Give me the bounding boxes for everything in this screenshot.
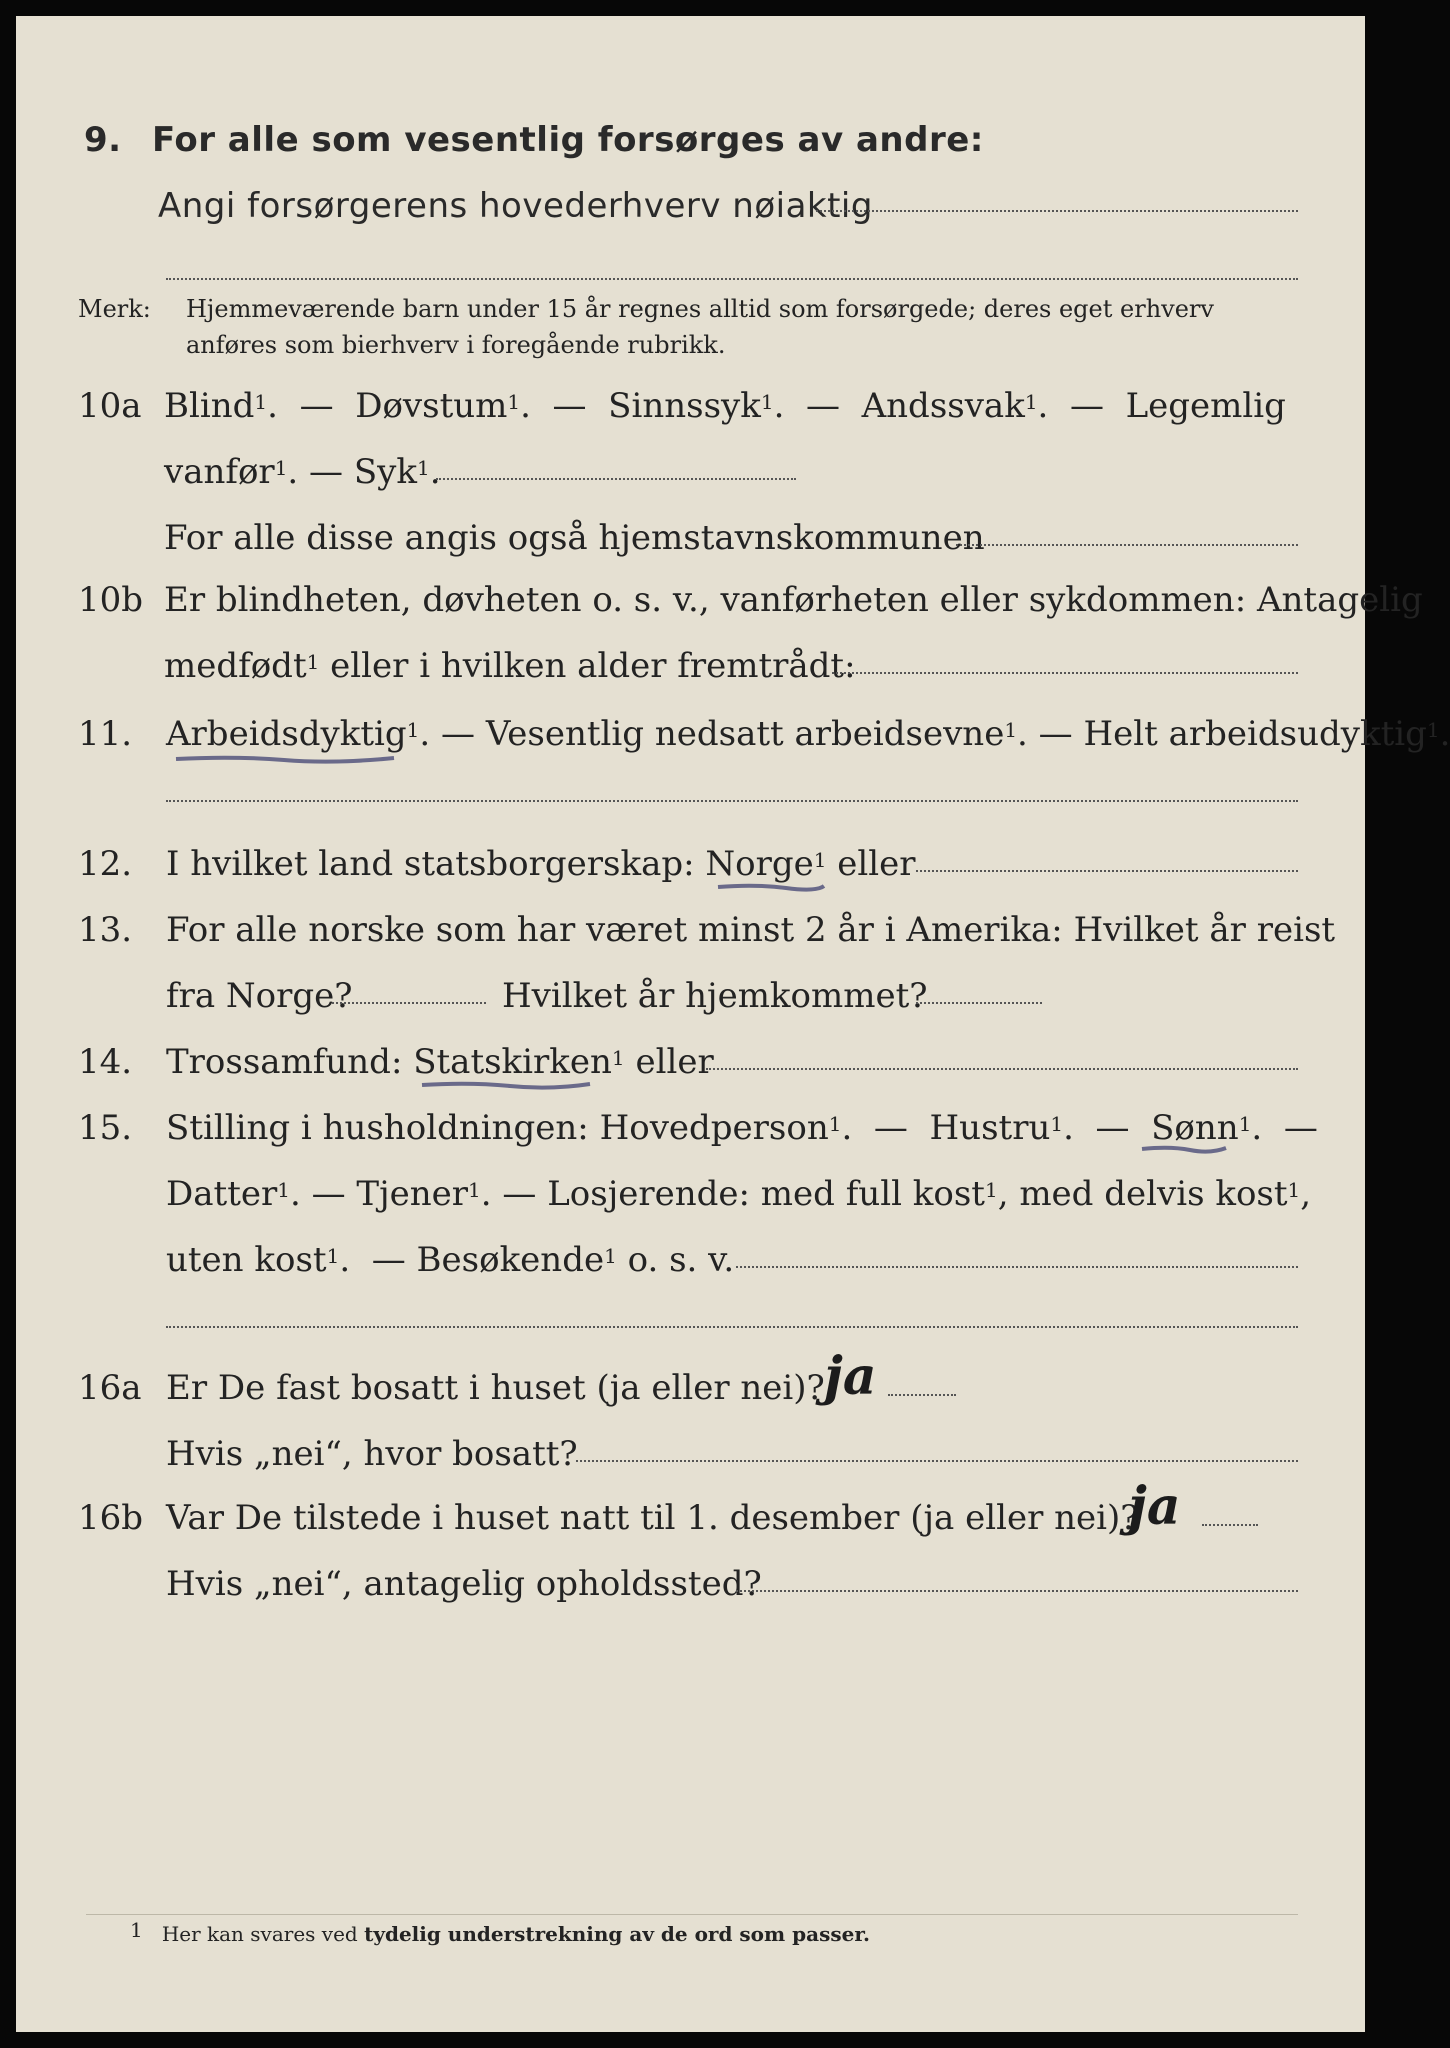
footnote: $^1$ Her kan svares ved tydelig understrekning av de ord som passer.	[130, 1918, 870, 1946]
q10a-option-vanfor[interactable]: vanfør	[164, 452, 275, 492]
q10a-option-blind[interactable]: Blind	[164, 386, 255, 426]
q15-line-3: uten kost$^1$. — Besøkende$^1$ o. s. v.	[166, 1240, 735, 1280]
q14-number: 14.	[78, 1042, 133, 1082]
q11-number: 11.	[78, 714, 133, 754]
q16a-number: 16a	[78, 1368, 142, 1408]
q16b-handwritten-answer[interactable]: ja	[1128, 1476, 1181, 1537]
q9-answer-line[interactable]	[816, 210, 1298, 212]
q11-handwritten-underline	[174, 754, 396, 764]
q13-label-a: fra Norge?	[166, 976, 353, 1016]
q14-option-statskirken[interactable]: Statskirken	[413, 1042, 612, 1082]
q10a-option-andssvak[interactable]: Andssvak	[861, 386, 1025, 426]
q15-line-1: Stilling i husholdningen: Hovedperson$^1$. — Hustru$^1$. — Sønn$^1$. —	[166, 1108, 1318, 1148]
q15-option-delvis-kost[interactable]: med delvis kost	[1019, 1174, 1288, 1214]
q9-answer-line-2[interactable]	[166, 278, 1298, 280]
q16b-followup-line[interactable]	[736, 1590, 1298, 1592]
q10b-number: 10b	[78, 580, 144, 620]
q11-option-nedsatt[interactable]: Vesentlig nedsatt arbeidsevne	[485, 714, 1005, 754]
q10a-answer-line[interactable]	[436, 478, 796, 480]
q15-option-datter[interactable]: Datter	[166, 1174, 278, 1214]
q16b-followup: Hvis „nei“, antagelig opholdssted?	[166, 1564, 762, 1604]
q10a-followup: For alle disse angis også hjemstavnskommunen	[164, 518, 985, 558]
q12-text: I hvilket land statsborgerskap: Norge$^1$ eller	[166, 844, 916, 884]
q15-option-full-kost[interactable]: med full kost	[760, 1174, 985, 1214]
q12-number: 12.	[78, 844, 133, 884]
q10a-option-legemlig[interactable]: Legemlig	[1125, 386, 1286, 426]
q10b-answer-line[interactable]	[832, 672, 1298, 674]
q16a-answer-line[interactable]	[888, 1394, 956, 1396]
q13-answer-b-line[interactable]	[916, 1002, 1042, 1004]
q15-option-tjener[interactable]: Tjener	[356, 1174, 469, 1214]
q13-label-b: Hvilket år hjemkommet?	[502, 976, 928, 1016]
census-form-page	[16, 16, 1450, 2032]
q12-answer-line[interactable]	[916, 870, 1298, 872]
q15-number: 15.	[78, 1108, 133, 1148]
q10b-line-1: Er blindheten, døvheten o. s. v., vanførheten eller sykdommen: Antagelig	[164, 580, 1423, 620]
q9-number: 9.	[84, 120, 122, 160]
q10a-option-sinnssyk[interactable]: Sinnssyk	[608, 386, 761, 426]
q11-option-udyktig[interactable]: Helt arbeidsudyktig	[1083, 714, 1427, 754]
q16b-answer-line[interactable]	[1202, 1524, 1258, 1526]
q12-option-norge[interactable]: Norge	[705, 844, 814, 884]
note-line-2: anføres som bierhverv i foregående rubrikk.	[186, 331, 726, 359]
q10b-line-2: medfødt$^1$ eller i hvilken alder fremtrådt:	[164, 646, 856, 686]
q16b-number: 16b	[78, 1498, 144, 1538]
q15-handwritten-underline	[1140, 1144, 1228, 1154]
q10a-line-1: Blind$^1$. — Døvstum$^1$. — Sinnssyk$^1$. — Andssvak$^1$. — Legemlig	[164, 386, 1286, 426]
q16a-handwritten-answer[interactable]: ja	[824, 1346, 877, 1407]
q15-line-2: Datter$^1$. — Tjener$^1$. — Losjerende: med full kost$^1$, med delvis kost$^1$,	[166, 1174, 1312, 1214]
q13-answer-a-line[interactable]	[332, 1002, 486, 1004]
q9-heading: For alle som vesentlig forsørges av andre:	[152, 120, 984, 160]
q10a-option-syk[interactable]: Syk	[353, 452, 417, 492]
footnote-rule	[86, 1914, 1298, 1915]
q15-answer-line-2[interactable]	[166, 1326, 1298, 1328]
q16a-label: Er De fast bosatt i huset (ja eller nei)?	[166, 1368, 825, 1408]
q16a-followup: Hvis „nei“, hvor bosatt?	[166, 1434, 578, 1474]
q15-option-hustru[interactable]: Hustru	[929, 1108, 1051, 1148]
q14-text: Trossamfund: Statskirken$^1$ eller	[166, 1042, 714, 1082]
q13-line-1: For alle norske som har været minst 2 år i Amerika: Hvilket år reist	[166, 910, 1336, 950]
q9-label: Angi forsørgerens hovederhverv nøiaktig	[158, 186, 873, 226]
q15-answer-line[interactable]	[736, 1266, 1298, 1268]
q10a-number: 10a	[78, 386, 142, 426]
q11-options: Arbeidsdyktig$^1$. — Vesentlig nedsatt arbeidsevne$^1$. — Helt arbeidsudyktig$^1$.	[166, 714, 1450, 754]
q14-handwritten-underline	[420, 1080, 592, 1090]
q12-handwritten-underline	[716, 882, 826, 892]
q16a-followup-line[interactable]	[576, 1460, 1298, 1462]
note-label: Merk:	[78, 295, 151, 323]
q13-number: 13.	[78, 910, 133, 950]
q16b-label: Var De tilstede i huset natt til 1. desember (ja eller nei)?	[166, 1498, 1139, 1538]
q15-option-hovedperson[interactable]: Hovedperson	[599, 1108, 829, 1148]
q15-option-uten-kost[interactable]: uten kost	[166, 1240, 327, 1280]
q14-answer-line[interactable]	[706, 1068, 1298, 1070]
q15-option-sonn[interactable]: Sønn	[1151, 1108, 1239, 1148]
q11-answer-line[interactable]	[166, 800, 1298, 802]
q10a-followup-line[interactable]	[956, 544, 1298, 546]
note-line-1: Hjemmeværende barn under 15 år regnes alltid som forsørgede; deres eget erhverv	[186, 295, 1214, 323]
q11-option-arbeidsdyktig[interactable]: Arbeidsdyktig	[166, 714, 407, 754]
q10a-option-dovstum[interactable]: Døvstum	[355, 386, 508, 426]
q15-option-besokende[interactable]: Besøkende	[416, 1240, 605, 1280]
q10a-line-2: vanfør$^1$. — Syk$^1$.	[164, 452, 441, 492]
